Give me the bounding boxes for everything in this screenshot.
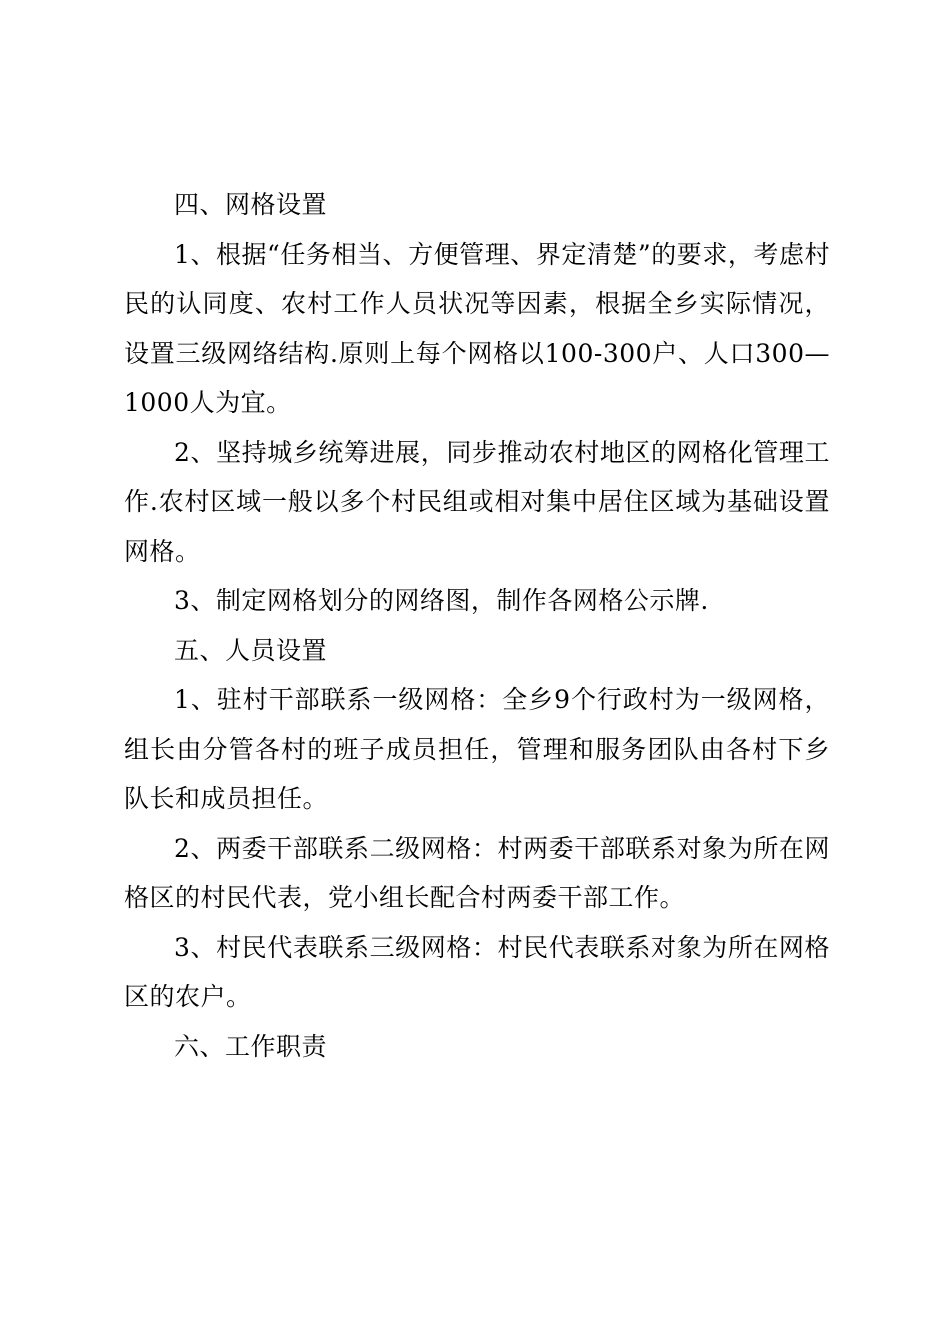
paragraph-personnel-setup-3: 3、村民代表联系三级网格：村民代表联系对象为所在网格区的农户。 xyxy=(124,932,830,1011)
document-page xyxy=(124,180,830,1071)
paragraph-grid-setup-2: 2、坚持城乡统筹进展，同步推动农村地区的网格化管理工作.农村区域一般以多个村民组或相对集中居住区域为基础设置网格。 xyxy=(124,437,830,566)
paragraph-grid-setup-3: 3、制定网格划分的网络图，制作各网格公示牌. xyxy=(174,586,709,615)
paragraph-personnel-setup-2: 2、两委干部联系二级网格：村两委干部联系对象为所在网格区的村民代表，党小组长配合村两委干部工作。 xyxy=(124,833,830,912)
paragraph-grid-setup-1: 1、根据“任务相当、方便管理、界定清楚”的要求，考虑村民的认同度、农村工作人员状况等因素，根据全乡实际情况，设置三级网络结构.原则上每个网格以100-300户、人口300—1000人为宜。 xyxy=(124,239,830,417)
section-heading-grid-setup: 四、网格设置 xyxy=(174,190,328,219)
section-heading-personnel-setup: 五、人员设置 xyxy=(174,635,328,665)
paragraph-personnel-setup-1: 1、驻村干部联系一级网格：全乡9个行政村为一级网格，组长由分管各村的班子成员担任，管理和服务团队由各村下乡队长和成员担任。 xyxy=(124,685,830,813)
section-heading-job-duties: 六、工作职责 xyxy=(174,1031,328,1061)
